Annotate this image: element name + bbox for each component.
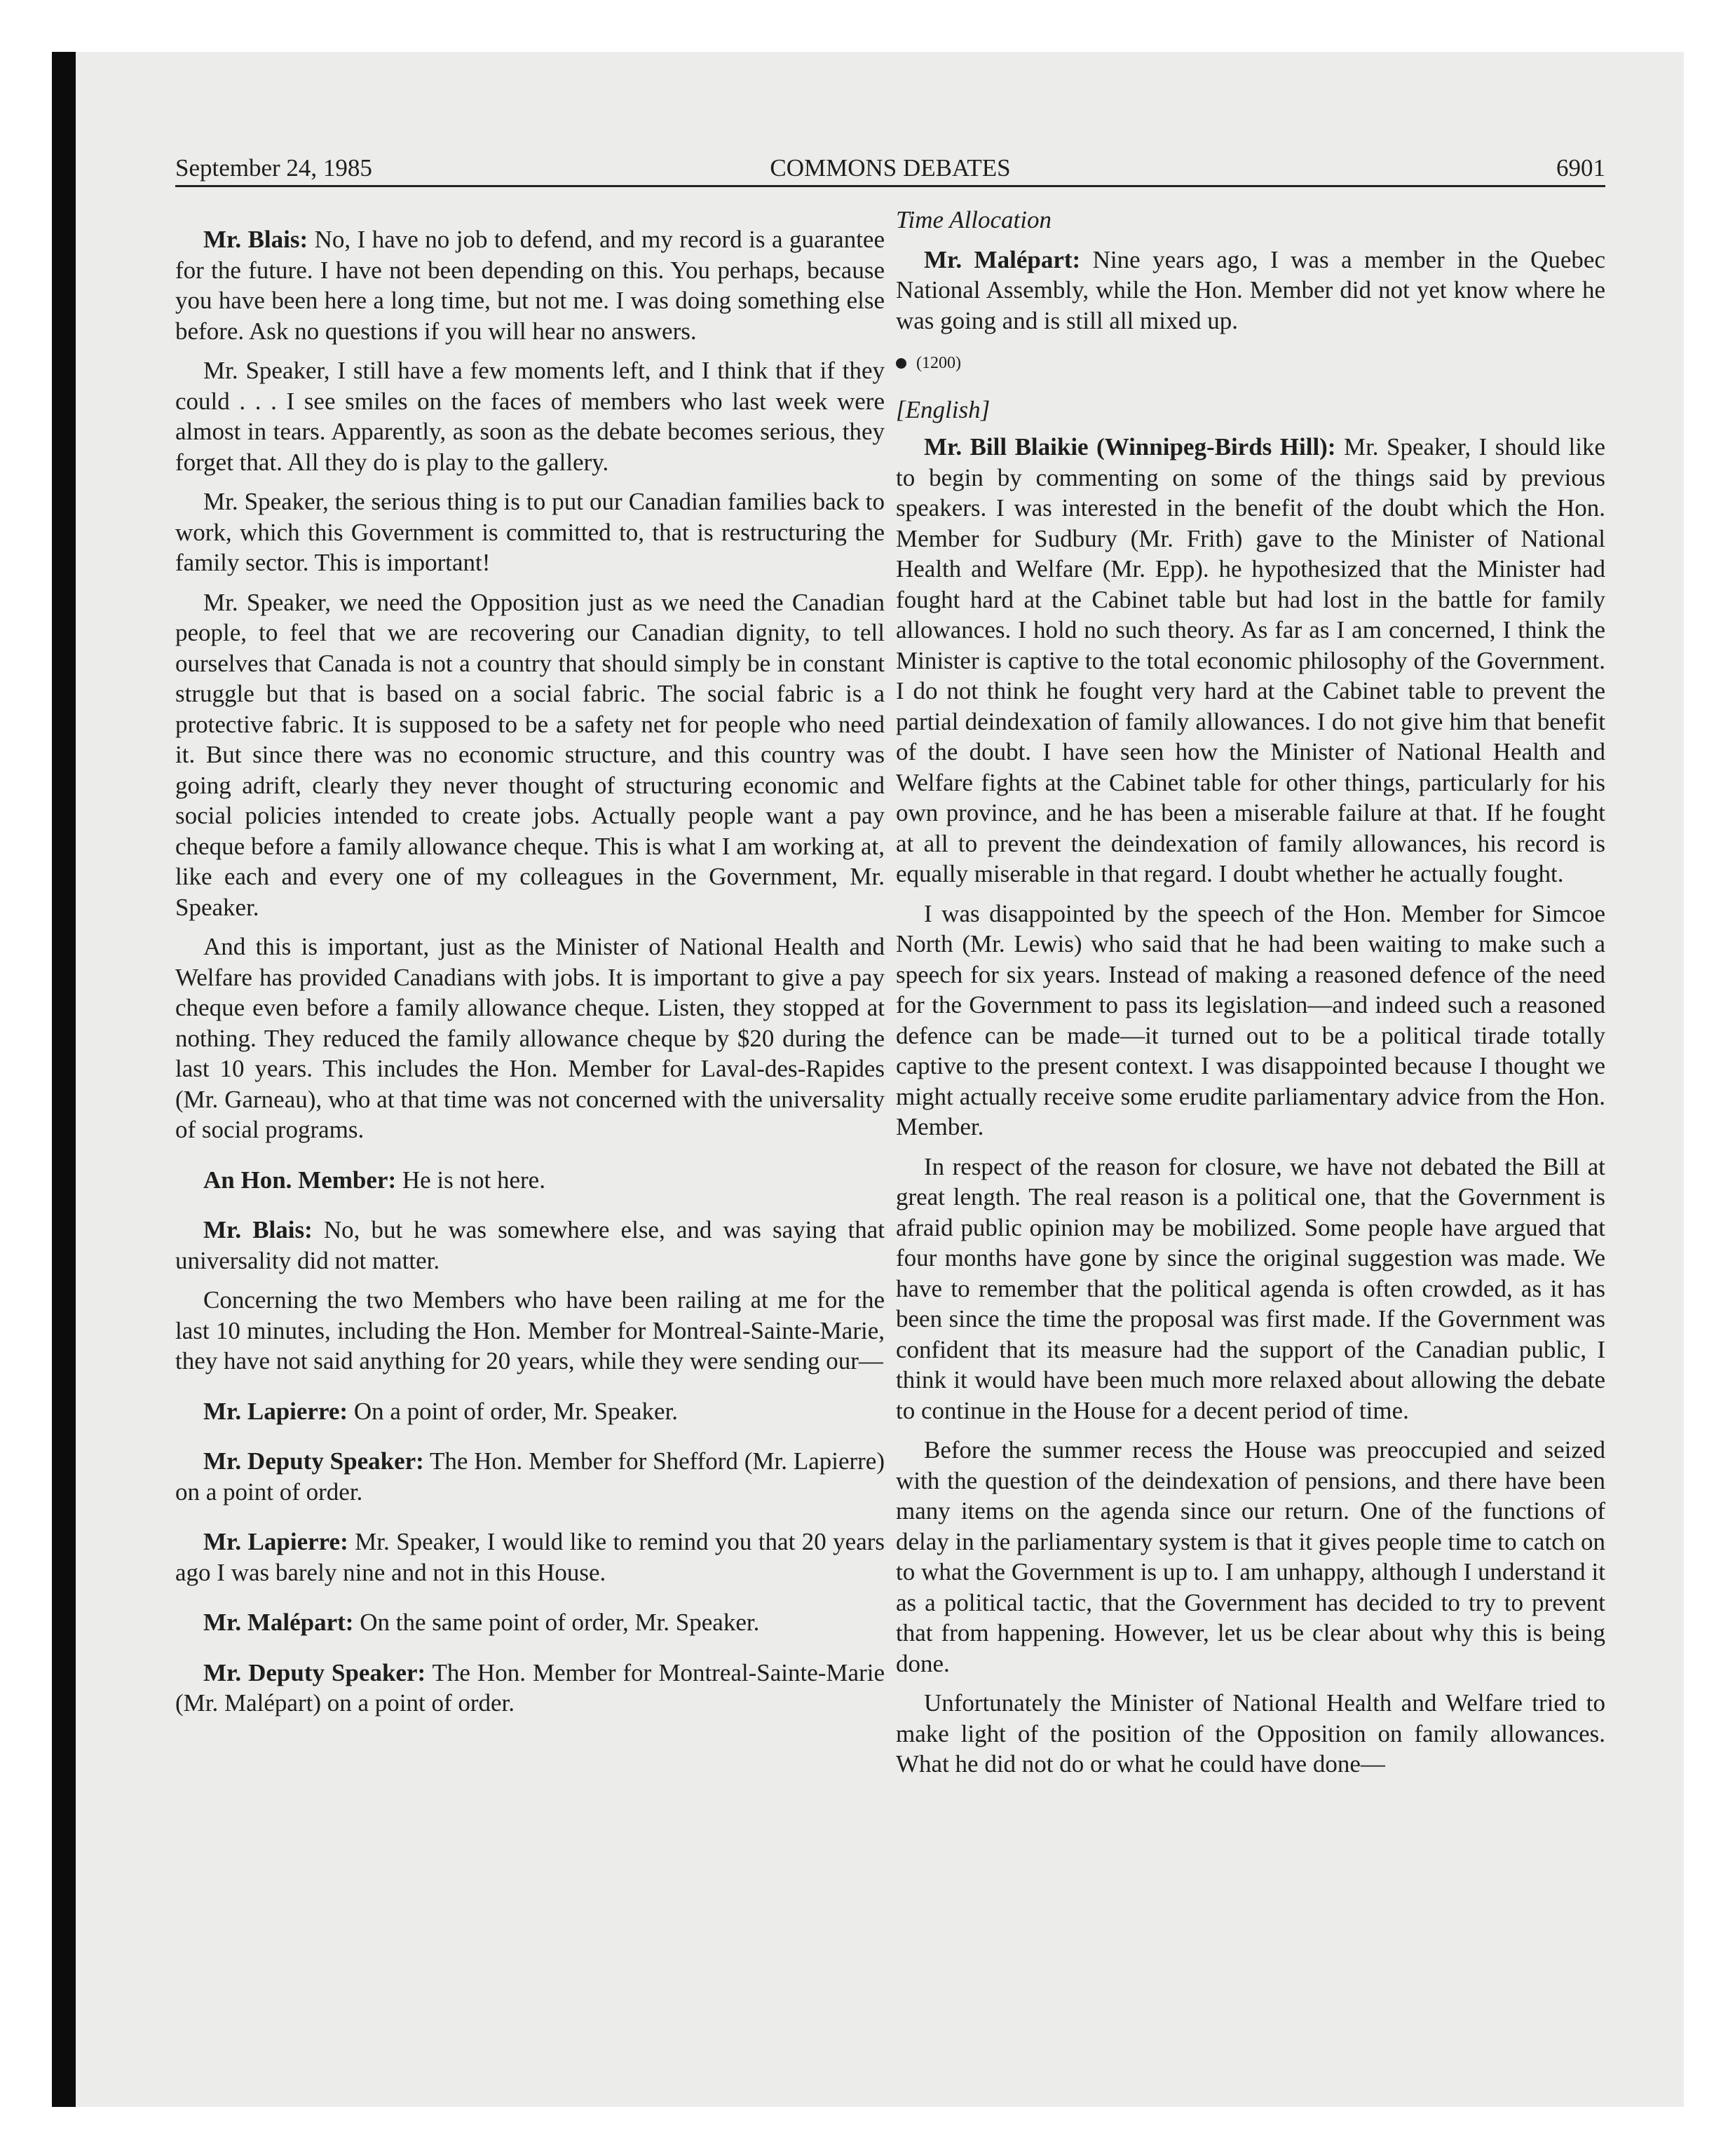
- paragraph: [175, 1527, 885, 1588]
- speaker-name: Mr. Bill Blaikie (Winnipeg-Birds Hill):: [924, 433, 1336, 460]
- paragraph: Mr. Speaker, we need the Opposition just as we need the Canadian people, to feel that we are recovering our Canadian dignity, to tell ourselves that Canada is not a country that should simply be in constant struggle but that is based on a social fabric. The social fabric is a protective fabric. It is supposed to be a safety net for people who need it. But since there was no economic structure, and this country was going adrift, clearly they never thought of structuring economic and social policies intended to create jobs. Actually people want a pay cheque before a family allowance cheque. This is what I am working at, like each and every one of my colleagues in the Government, Mr. Speaker.: [175, 588, 885, 921]
- paragraph: [175, 1658, 885, 1719]
- paragraph: [175, 1396, 885, 1427]
- speaker-name: Mr. Blais:: [203, 1216, 313, 1243]
- paragraph: Concerning the two Members who have been railing at me for the last 10 minutes, including the Hon. Member for Montreal-Sainte-Marie, they have not said anything for 20 years, while they were sending our—: [175, 1286, 885, 1374]
- right-column: [896, 205, 1605, 1789]
- paragraph: Mr. Speaker, the serious thing is to put our Canadian families back to work, which this Government is committed to, that is restructuring the family sector. This is important!: [175, 488, 885, 576]
- header-rule: [175, 185, 1605, 187]
- paragraph: Before the summer recess the House was preoccupied and seized with the question of the deindexation of pensions, and there have been many items on the agenda since our return. One of the functions of delay in the parliamentary system is that it gives people time to catch on to what the Government is up to. I am unhappy, although I understand it as a political tactic, that the Government has decided to try to prevent that from happening. However, let us be clear about why this is being done.: [896, 1436, 1605, 1677]
- paragraph: Mr. Speaker, I still have a few moments left, and I think that if they could . . . I see smiles on the faces of members who last week were almost in tears. Apparently, as soon as the debate becomes serious, they forget that. All they do is play to the gallery.: [175, 357, 885, 476]
- speech-text: Mr. Speaker, I would like to remind you that 20 years ago I was barely nine and not in this House.: [175, 1528, 885, 1586]
- paragraph: [175, 1215, 885, 1276]
- paragraph: [175, 1446, 885, 1507]
- paragraph: [175, 224, 885, 346]
- paragraph: [175, 1607, 885, 1638]
- paragraph: [175, 1165, 885, 1196]
- paragraph: Unfortunately the Minister of National Health and Welfare tried to make light of the position of the Opposition on family allowances. What he did not do or what he could have done—: [896, 1689, 1605, 1778]
- speech-text: No, but he was somewhere else, and was saying that universality did not matter.: [175, 1216, 885, 1274]
- speech-text: On a point of order, Mr. Speaker.: [348, 1397, 679, 1425]
- speech-text: Nine years ago, I was a member in the Quebec National Assembly, while the Hon. Member did not yet know where he was going and is still all mixed up.: [896, 245, 1605, 334]
- speaker-name: Mr. Deputy Speaker:: [203, 1658, 426, 1686]
- bullet-icon: [896, 358, 906, 369]
- paragraph: [896, 245, 1605, 336]
- header-title: COMMONS DEBATES: [770, 154, 1011, 182]
- page-header: [175, 150, 1605, 186]
- paragraph: In respect of the reason for closure, we have not debated the Bill at great length. The real reason is a political one, that the Government is afraid public opinion may be mobilized. Some people have argued that four months have gone by since the original suggestion was made. We have to remember that the political agenda is often crowded, as it has been since the time the proposal was first made. If the Government was confident that its measure had the support of the Canadian public, I think it would have been much more relaxed about allowing the debate to continue in the House for a decent period of time.: [896, 1152, 1605, 1424]
- language-label: [English]: [896, 395, 991, 423]
- speech-text: On the same point of order, Mr. Speaker.: [353, 1609, 760, 1636]
- binding-edge: [52, 52, 76, 2107]
- paragraph: And this is important, just as the Minister of National Health and Welfare has provided Canadians with jobs. It is important to give a pay cheque even before a family allowance cheque. Listen, they stopped at nothing. They reduced the family allowance cheque by $20 during the last 10 years. This includes the Hon. Member for Laval-des-Rapides (Mr. Garneau), who at that time was not concerned with the universality of social programs.: [175, 933, 885, 1143]
- speech-text: Mr. Speaker, I should like to begin by commenting on some of the things said by previous speakers. I was interested in the benefit of the doubt which the Hon. Member for Sudbury (Mr. Frith) gave to the Minister of National Health and Welfare (Mr. Epp). he hypothesized that the Minister had fought hard at the Cabinet table but had lost in the battle for family allowances. I hold no such theory. As far as I am concerned, I think the Minister is captive to the total economic philosophy of the Government. I do not think he fought very hard at the Cabinet table to prevent the partial deindexation of family allowances. I do not give him that benefit of the doubt. I have seen how the Minister of National Health and Welfare fights at the Cabinet table for other things, particularly for his own province, and he has been a miserable failure at that. If he fought at all to prevent the deindexation of family allowances, his record is equally miserable in that regard. I doubt whether he actually fought.: [896, 433, 1605, 887]
- speaker-name: Mr. Deputy Speaker:: [203, 1447, 424, 1475]
- header-date: September 24, 1985: [175, 154, 372, 182]
- paragraph: [896, 432, 1605, 889]
- speaker-name: Mr. Lapierre:: [203, 1397, 348, 1425]
- speaker-name: Mr. Malépart:: [924, 245, 1081, 273]
- speech-text: The Hon. Member for Shefford (Mr. Lapierre) on a point of order.: [175, 1447, 885, 1506]
- section-title: Time Allocation: [896, 206, 1052, 233]
- paragraph: I was disappointed by the speech of the Hon. Member for Simcoe North (Mr. Lewis) who said that he had been waiting to make such a speech for six years. Instead of making a reasoned defence of the need for the Government to pass its legislation—and indeed such a reasoned defence can be made—it turned out to be a political tirade totally captive to the present context. I was disappointed because I thought we might actually receive some erudite parliamentary advice from the Hon. Member.: [896, 899, 1605, 1140]
- speaker-name: Mr. Blais:: [203, 226, 308, 253]
- speech-text: He is not here.: [396, 1166, 545, 1194]
- speaker-name: An Hon. Member:: [203, 1166, 397, 1194]
- speaker-name: Mr. Lapierre:: [203, 1528, 348, 1555]
- left-column: [175, 205, 885, 1728]
- time-marker-label: (1200): [916, 354, 961, 372]
- speaker-name: Mr. Malépart:: [203, 1609, 354, 1636]
- time-marker: [896, 348, 1605, 379]
- page-number: 6901: [1556, 154, 1605, 182]
- speech-text: No, I have no job to defend, and my record is a guarantee for the future. I have not been depending on this. You perhaps, because you have been here a long time, but not me. I was doing something else before. Ask no questions if you will hear no answers.: [175, 226, 885, 345]
- speech-text: The Hon. Member for Montreal-Sainte-Marie (Mr. Malépart) on a point of order.: [175, 1658, 885, 1717]
